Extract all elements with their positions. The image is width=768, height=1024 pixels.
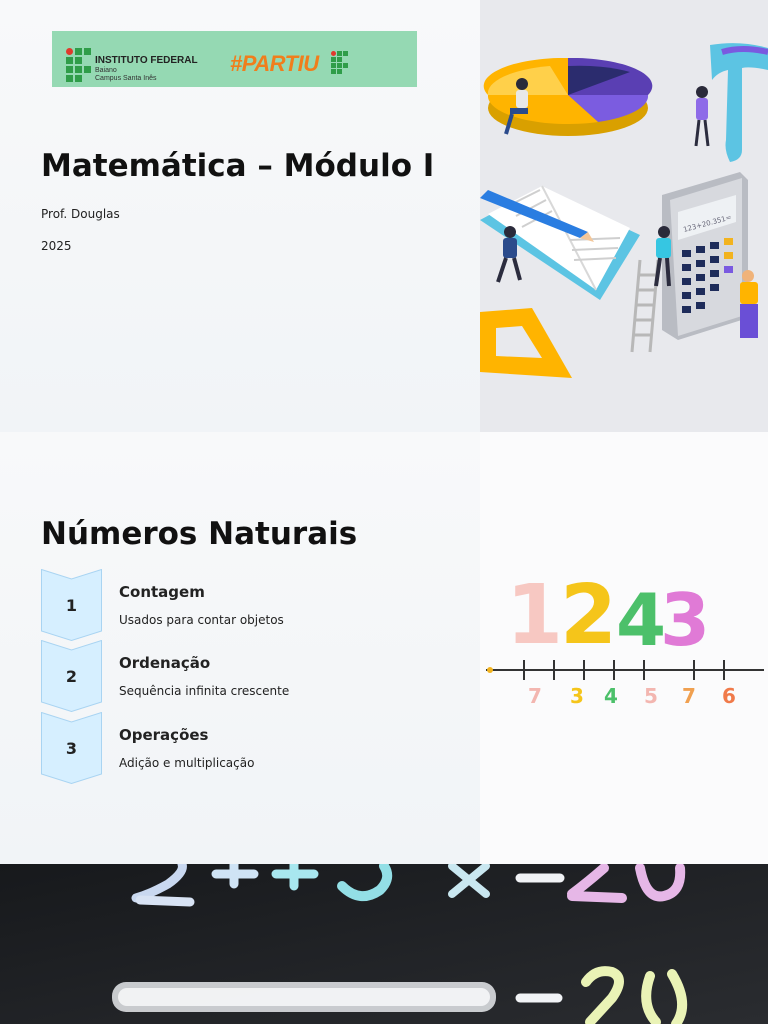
big-digit: 2 [560, 568, 618, 663]
step-item [41, 712, 471, 784]
chalkboard-icon [0, 864, 768, 1024]
banner-tagline: #PARTIU [230, 51, 319, 76]
step-number: 1 [65, 596, 78, 615]
teacher-name: Prof. Douglas [41, 207, 120, 221]
calculator-icon [662, 172, 748, 340]
math-illustration [480, 0, 768, 432]
pi-symbol-icon [710, 43, 768, 162]
slide-natural-numbers[interactable] [0, 432, 768, 864]
step-description: Usados para contar objetos [119, 613, 284, 627]
step-item [41, 640, 471, 712]
section-heading: Números Naturais [41, 516, 358, 552]
small-digit: 6 [722, 684, 736, 708]
step-title: Operações [119, 726, 209, 744]
slide-natural-numbers-content [0, 432, 480, 864]
if-mini-logo-icon [331, 51, 347, 75]
big-digit: 1 [506, 568, 564, 663]
small-digit: 4 [604, 684, 618, 708]
small-digit: 7 [528, 684, 542, 708]
step-description: Adição e multiplicação [119, 756, 255, 770]
if-logo-icon [66, 48, 90, 81]
triangle-ruler-icon [480, 308, 572, 378]
slide-title-content [0, 0, 480, 432]
banner-line2: Baiano [95, 67, 117, 74]
banner-institution: INSTITUTO FEDERAL [95, 55, 198, 66]
step-number: 2 [65, 667, 78, 686]
slide-chalkboard[interactable] [0, 864, 768, 1024]
step-title: Contagem [119, 583, 205, 601]
banner-line3: Campus Santa Inês [95, 75, 157, 82]
year-label: 2025 [41, 239, 72, 253]
big-digit: 4 [616, 578, 667, 662]
page-title: Matemática – Módulo I [41, 148, 435, 184]
ladder-icon [632, 260, 658, 352]
step-item [41, 569, 471, 641]
calculator-display-text: 123+20.351= [682, 213, 733, 234]
small-digit: 5 [644, 684, 658, 708]
slide-title[interactable] [0, 0, 768, 432]
number-line-image [480, 432, 768, 864]
math-illustration-icon [480, 0, 768, 432]
small-digit: 7 [682, 684, 696, 708]
step-title: Ordenação [119, 654, 211, 672]
institution-banner [52, 31, 417, 87]
small-digit: 3 [570, 684, 584, 708]
step-description: Sequência infinita crescente [119, 684, 290, 698]
big-digit: 3 [660, 578, 711, 662]
step-number: 3 [65, 739, 78, 758]
